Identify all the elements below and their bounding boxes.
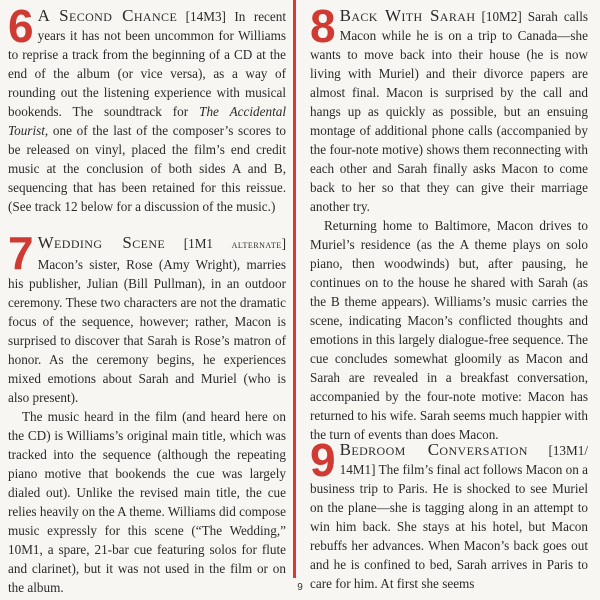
- section-8-cue: [10M2]: [481, 9, 522, 24]
- section-7-cue-close: ]: [281, 236, 286, 251]
- page-number: 9: [297, 582, 303, 593]
- section-7-cue-tag: alternate: [231, 239, 282, 251]
- section-7-title: Wedding Scene: [37, 233, 166, 252]
- section-7-para-2: The music heard in the film (and heard here on the CD) is Williams’s original main title, which was tracked into the sequence (although the repeating piano motive that bookends the cue was largely dialed out). Unlike the revised main title, the cue relies heavily on the A theme. Williams did compose music expressly for this scene (“The Wedding,” 10M1, a spare, 21-bar cue featuring solos for flute and clarinet), but it was not used in the film or on the album.: [8, 409, 286, 595]
- section-9-cue: [13M1/ 14M1]: [339, 443, 588, 477]
- section-8-text: [310, 0, 588, 216]
- section-6-body: In recent years it has not been uncommon for Williams to reprise a track from the beginning of a CD at the end of the album (or vice versa), as a way of rounding out the listening experience with musical bookends. The soundtrack for: [8, 9, 287, 119]
- section-7: [8, 227, 286, 597]
- section-9-body: The film’s final act follows Macon on a business trip to Paris. He is shocked to see Muriel on the plane—she is tagging along in an attempt to win him back. She stays at his hotel, but Macon rebuffs her advances. When Macon’s back goes out and he is confined to bed, Sarah arrives in Paris to care for him. At first she seems: [310, 462, 588, 591]
- section-6-title: A Second Chance: [37, 6, 178, 25]
- section-7-number: 7: [8, 227, 34, 279]
- section-9-number: 9: [310, 434, 336, 486]
- section-8-body: Sarah calls Macon while he is on a trip to Canada—she wants to move back into their house (he is now living with Muriel) and their divorce papers are almost final. Macon is surprised by the call and hangs up as quickly as possible, but an ensuing montage of additional phone calls (accompanied by the four-note motive) shows them reconnecting with each other and Sarah finally asks Macon to come back to her so that they can give their marriage another try.: [310, 9, 588, 214]
- section-7-cue: [1M1: [183, 236, 214, 251]
- section-9: [310, 434, 588, 593]
- section-8: [310, 0, 588, 444]
- section-9-text: [310, 434, 588, 593]
- section-7-text: [8, 227, 286, 407]
- section-7-body: Macon’s sister, Rose (Amy Wright), marries his publisher, Julian (Bill Pullman), in an outdoor ceremony. These two characters are not the dramatic focus of the sequence, however; rather, Macon is surprised to discover that Sarah is Rose’s matron of honor. As the ceremony begins, he experiences mixed emotions about Sarah and Muriel (who is also present).: [8, 257, 286, 405]
- section-6: [8, 0, 287, 216]
- section-6-cue: [14M3]: [185, 9, 226, 24]
- section-6-text: [8, 0, 287, 216]
- section-8-para-2: Returning home to Baltimore, Macon drives to Muriel’s residence (as the A theme plays on solo piano, then woodwinds) but, after pausing, he continues on to the house he shared with Sarah (as the B theme appears). Williams’s music carries the scene, indicating Macon’s conflicted thoughts and emotions in this largely dialogue-free sequence. The cue concludes somewhat gloomily as Macon and Sarah are revealed in a breakfast conversation, accompanied by the four-note motive: Macon has returned to his wife. Sarah seems much happier with the turn of events than does Macon.: [310, 218, 588, 442]
- column-divider: [293, 0, 296, 578]
- section-8-number: 8: [310, 0, 336, 52]
- section-9-title: Bedroom Conversation: [339, 440, 528, 459]
- section-6-film-title: The Accidental Tourist: [8, 104, 286, 138]
- section-8-title: Back With Sarah: [339, 6, 476, 25]
- section-6-number: 6: [8, 0, 34, 52]
- section-6-body-cont: , one of the last of the composer’s scores to be released on vinyl, placed the film’s end credit music at the conclusion of both sides A and B, sequencing that has been retained for this reissue. (See track 12 below for a discussion of the music.): [8, 123, 286, 214]
